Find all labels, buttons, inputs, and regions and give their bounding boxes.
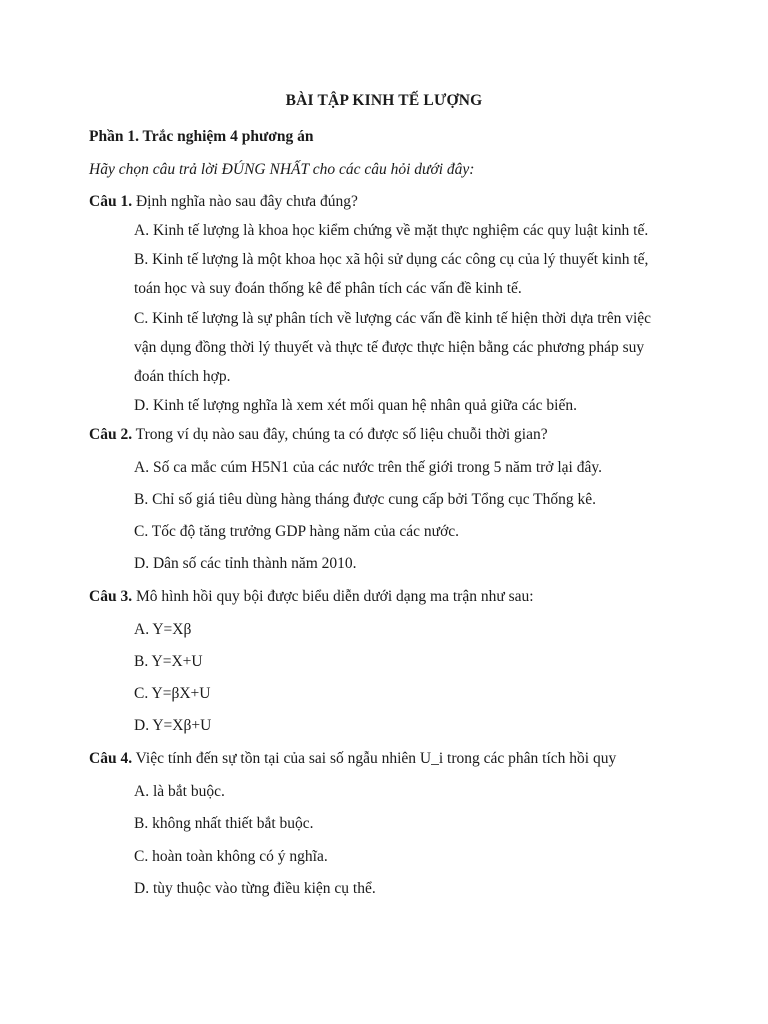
question-4-text: Việc tính đến sự tồn tại của sai số ngẫu nhiên U_i trong các phân tích hồi quy bbox=[132, 750, 617, 767]
question-3-option-b: B. Y=X+U bbox=[134, 653, 203, 670]
question-4-label: Câu 4. bbox=[89, 750, 133, 767]
question-3 bbox=[89, 587, 534, 607]
question-3-option-d: D. Y=Xβ+U bbox=[134, 717, 212, 734]
document-title: BÀI TẬP KINH TẾ LƯỢNG bbox=[285, 92, 483, 109]
question-2-option-d: D. Dân số các tỉnh thành năm 2010. bbox=[134, 555, 357, 572]
question-1-text: Định nghĩa nào sau đây chưa đúng? bbox=[132, 193, 358, 210]
question-1-option-a: A. Kinh tế lượng là khoa học kiểm chứng về mặt thực nghiệm các quy luật kinh tế. bbox=[134, 222, 649, 239]
question-1 bbox=[89, 192, 358, 212]
question-2-text: Trong ví dụ nào sau đây, chúng ta có được số liệu chuỗi thời gian? bbox=[132, 426, 548, 443]
question-3-label: Câu 3. bbox=[89, 588, 133, 605]
instruction-text: Hãy chọn câu trả lời ĐÚNG NHẤT cho các câu hỏi dưới đây: bbox=[89, 161, 475, 178]
question-1-option-d: D. Kinh tế lượng nghĩa là xem xét mối quan hệ nhân quả giữa các biến. bbox=[134, 397, 577, 414]
question-4-option-c: C. hoàn toàn không có ý nghĩa. bbox=[134, 848, 328, 865]
section-heading: Phần 1. Trắc nghiệm 4 phương án bbox=[89, 128, 314, 145]
question-4 bbox=[89, 749, 616, 769]
question-4-option-a: A. là bắt buộc. bbox=[134, 783, 225, 800]
question-1-option-c-cont2: đoán thích hợp. bbox=[134, 368, 231, 385]
question-3-text: Mô hình hồi quy bội được biểu diễn dưới dạng ma trận như sau: bbox=[132, 588, 534, 605]
question-2-label: Câu 2. bbox=[89, 426, 133, 443]
question-3-option-a: A. Y=Xβ bbox=[134, 621, 192, 638]
question-2-option-b: B. Chỉ số giá tiêu dùng hàng tháng được cung cấp bởi Tổng cục Thống kê. bbox=[134, 491, 597, 508]
question-1-label: Câu 1. bbox=[89, 193, 133, 210]
question-2 bbox=[89, 425, 548, 445]
question-4-option-d: D. tùy thuộc vào từng điều kiện cụ thể. bbox=[134, 880, 376, 897]
question-1-option-b-cont: toán học và suy đoán thống kê để phân tích các vấn đề kinh tế. bbox=[134, 280, 522, 297]
question-2-option-a: A. Số ca mắc cúm H5N1 của các nước trên thế giới trong 5 năm trở lại đây. bbox=[134, 459, 602, 476]
question-1-option-b: B. Kinh tế lượng là một khoa học xã hội sử dụng các công cụ của lý thuyết kinh tế, bbox=[134, 251, 649, 268]
question-3-option-c: C. Y=βX+U bbox=[134, 685, 211, 702]
question-2-option-c: C. Tốc độ tăng trưởng GDP hàng năm của các nước. bbox=[134, 523, 460, 540]
question-1-option-c: C. Kinh tế lượng là sự phân tích về lượng các vấn đề kinh tế hiện thời dựa trên việc bbox=[134, 310, 652, 327]
question-1-option-c-cont: vận dụng đồng thời lý thuyết và thực tế được thực hiện bằng các phương pháp suy bbox=[134, 339, 645, 356]
question-4-option-b: B. không nhất thiết bắt buộc. bbox=[134, 815, 314, 832]
